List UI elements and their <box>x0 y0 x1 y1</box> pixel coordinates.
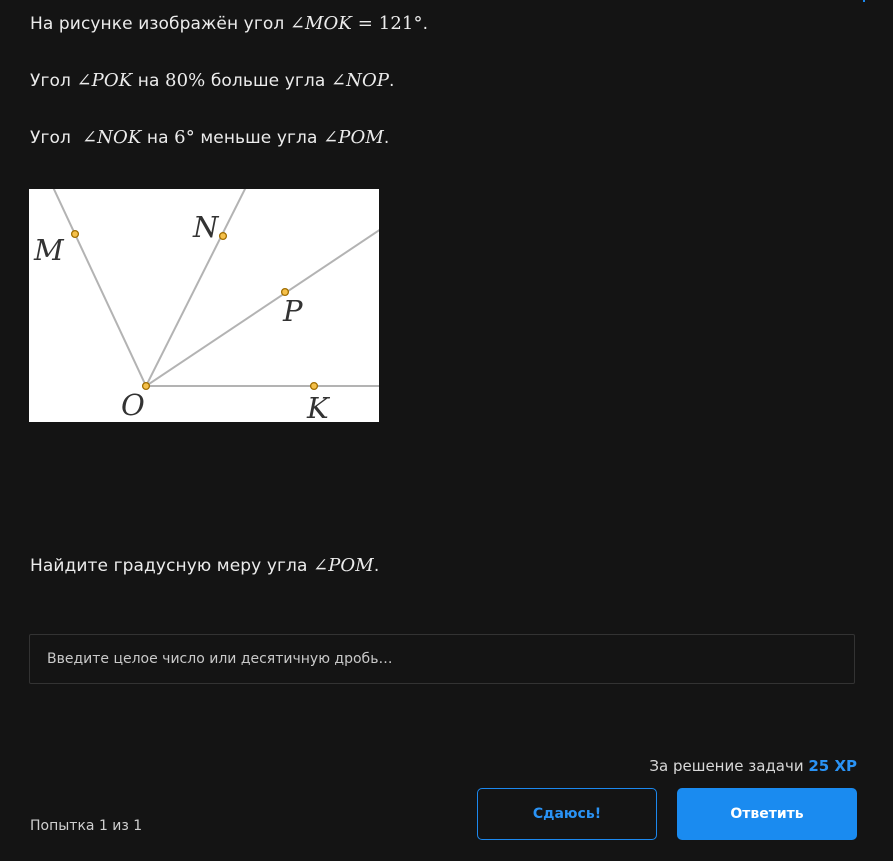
math-angle-pok: ∠POK <box>76 70 133 91</box>
attempt-counter: Попытка 1 из 1 <box>30 818 143 834</box>
ray-om <box>52 189 146 386</box>
problem-statement-line-3: Угол ∠NOK на 6° меньше угла ∠POM. <box>30 127 390 148</box>
label-n: N <box>193 210 219 244</box>
corner-mark <box>863 0 865 2</box>
angle-diagram <box>29 189 379 422</box>
submit-answer-button[interactable]: Ответить <box>677 788 857 840</box>
problem-statement-line-1: На рисунке изображён угол ∠MOK = 121°. <box>30 13 429 34</box>
point-m <box>72 231 79 238</box>
give-up-button[interactable]: Сдаюсь! <box>477 788 657 840</box>
label-m: M <box>34 233 64 267</box>
geometry-figure <box>29 189 379 422</box>
xp-badge: 25 XP <box>808 757 857 775</box>
math-degrees: 6° <box>174 127 195 148</box>
point-n <box>220 233 227 240</box>
answer-input[interactable] <box>29 634 855 684</box>
math-angle-pom-question: ∠POM <box>313 555 374 576</box>
reward-text: За решение задачи 25 XP <box>649 757 857 775</box>
label-p: P <box>283 294 303 328</box>
math-angle-nok: ∠NOK <box>81 127 142 148</box>
ray-op <box>146 229 379 386</box>
math-percent: 80% <box>165 70 206 91</box>
label-k: K <box>307 391 329 422</box>
problem-statement-line-2: Угол ∠POK на 80% больше угла ∠NOP. <box>30 70 395 91</box>
math-angle-pom: ∠POM <box>323 127 384 148</box>
math-angle-mok: ∠MOK = 121° <box>289 13 423 34</box>
question-text: Найдите градусную меру угла ∠POM. <box>30 555 380 576</box>
point-k <box>311 383 318 390</box>
math-angle-nop: ∠NOP <box>330 70 390 91</box>
label-o: O <box>121 388 145 422</box>
